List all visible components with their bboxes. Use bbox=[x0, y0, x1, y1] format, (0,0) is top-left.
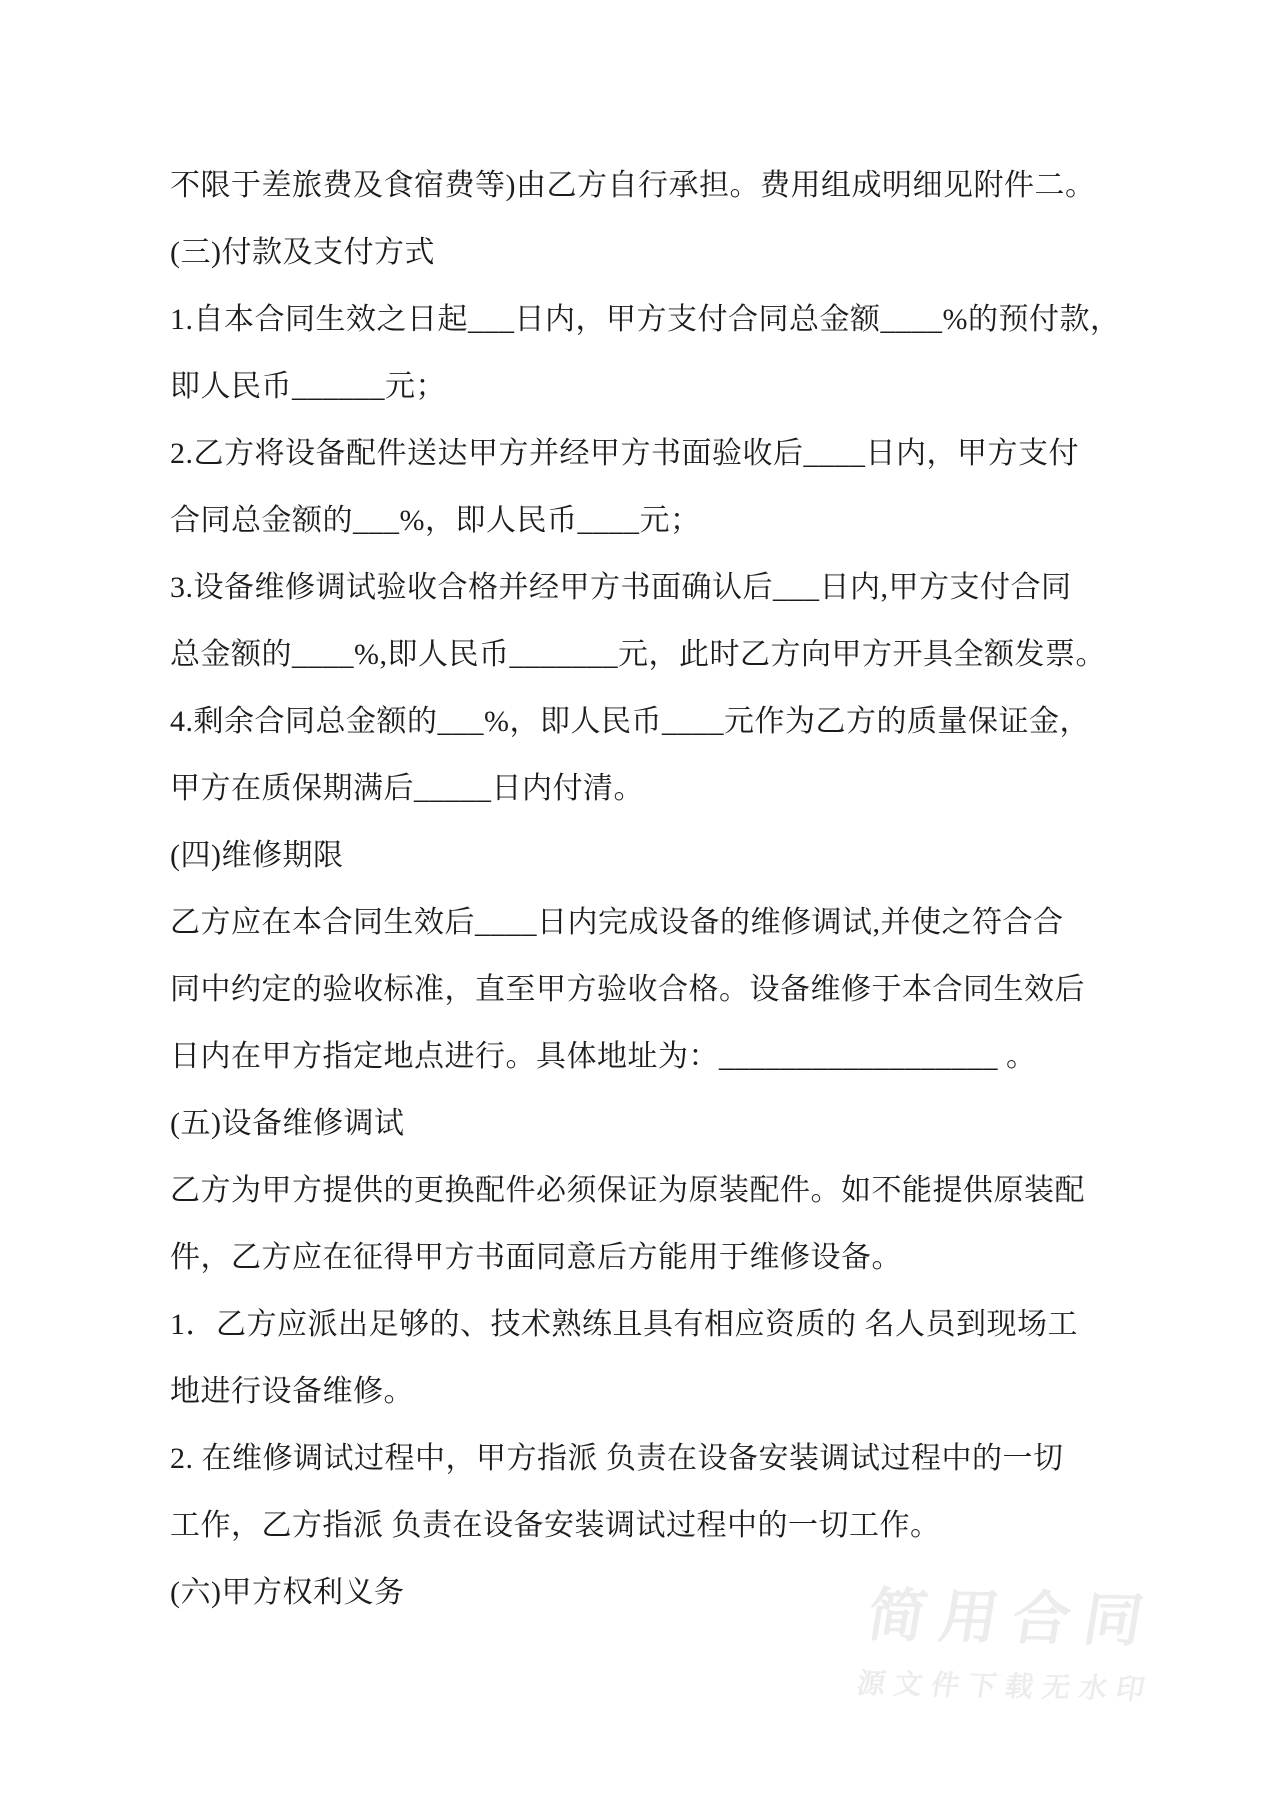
contract-text-line: 4.剩余合同总金额的___%，即人民币____元作为乙方的质量保证金， bbox=[170, 705, 1090, 738]
contract-text-line: 合同总金额的___%，即人民币____元； bbox=[170, 504, 701, 537]
contract-text-line: 件，乙方应在征得甲方书面同意后方能用于维修设备。 bbox=[170, 1241, 902, 1274]
contract-text-line: 地进行设备维修。 bbox=[170, 1375, 414, 1408]
watermark bbox=[854, 1580, 1170, 1708]
watermark-subtitle: 源文件下载无水印 bbox=[854, 1667, 1156, 1705]
contract-text-line: 工作，乙方指派 负责在设备安装调试过程中的一切工作。 bbox=[170, 1509, 941, 1542]
contract-text-line: 乙方应在本合同生效后____日内完成设备的维修调试,并使之符合合 bbox=[170, 906, 1064, 939]
contract-text-line: 3.设备维修调试验收合格并经甲方书面确认后___日内,甲方支付合同 bbox=[170, 571, 1072, 604]
contract-text-line: 2.乙方将设备配件送达甲方并经甲方书面验收后____日内，甲方支付 bbox=[170, 437, 1079, 470]
watermark-title: 简用合同 bbox=[863, 1582, 1162, 1654]
contract-text-line: 2. 在维修调试过程中，甲方指派 负责在设备安装调试过程中的一切 bbox=[170, 1442, 1064, 1475]
contract-text-line: 日内在甲方指定地点进行。具体地址为：__________________ 。 bbox=[170, 1040, 1037, 1073]
contract-text-line: (六)甲方权利义务 bbox=[170, 1576, 405, 1609]
contract-text-line: (三)付款及支付方式 bbox=[170, 236, 435, 269]
contract-text-line: 1．乙方应派出足够的、技术熟练且具有相应资质的 名人员到现场工 bbox=[170, 1308, 1078, 1341]
contract-text-line: 1.自本合同生效之日起___日内，甲方支付合同总金额____%的预付款， bbox=[170, 303, 1121, 336]
contract-text-line: 不限于差旅费及食宿费等)由乙方自行承担。费用组成明细见附件二。 bbox=[170, 169, 1096, 202]
contract-body bbox=[170, 152, 1130, 1626]
contract-text-line: 即人民币______元； bbox=[170, 370, 446, 403]
contract-text-line: 同中约定的验收标准，直至甲方验收合格。设备维修于本合同生效后 bbox=[170, 973, 1085, 1006]
contract-text-line: 乙方为甲方提供的更换配件必须保证为原装配件。如不能提供原装配 bbox=[170, 1174, 1085, 1207]
contract-text-line: (四)维修期限 bbox=[170, 839, 344, 872]
contract-text-line: 甲方在质保期满后_____日内付清。 bbox=[170, 772, 644, 805]
contract-text-line: (五)设备维修调试 bbox=[170, 1107, 405, 1140]
contract-text-line: 总金额的____%,即人民币_______元，此时乙方向甲方开具全额发票。 bbox=[170, 638, 1106, 671]
